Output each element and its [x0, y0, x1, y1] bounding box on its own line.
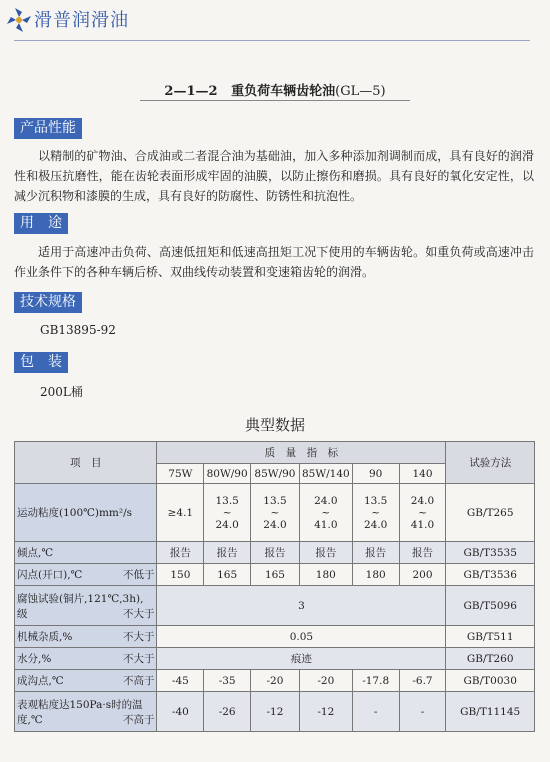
table-row	[15, 626, 535, 648]
cell: -6.7	[399, 670, 446, 692]
quality-header: 质 量 指 标	[157, 442, 446, 464]
cell: -40	[157, 692, 204, 732]
method-cell: GB/T0030	[446, 670, 535, 692]
cell: 165	[204, 564, 251, 586]
cell: 180	[352, 564, 399, 586]
cell: -	[399, 692, 446, 732]
section-heading-usage: 用 途	[14, 213, 68, 234]
header-divider	[14, 40, 530, 41]
row-label: 表观粘度达150Pa·s时的温 度,℃ 不高于	[15, 692, 157, 732]
cell: 200	[399, 564, 446, 586]
section-heading-performance: 产品性能	[14, 118, 82, 139]
row-label: 运动粘度(100℃)mm²/s	[15, 484, 157, 542]
method-cell: GB/T5096	[446, 586, 535, 626]
cell: -20	[299, 670, 352, 692]
cell: 180	[299, 564, 352, 586]
cell: -26	[204, 692, 251, 732]
typical-data-table	[14, 441, 535, 732]
cell: 报告	[251, 542, 300, 564]
table-row	[15, 670, 535, 692]
grade-header: 85W/90	[251, 464, 300, 484]
cell: 痕迹	[157, 648, 446, 670]
performance-text: 以精制的矿物油、合成油或二者混合油为基础油，加入多种添加剂调制而成，具有良好的润滑性和极压抗磨性，能在齿轮表面形成牢固的油膜，以防止擦伤和磨损。具有良好的氧化安定性，以减少沉积物和漆膜的生成，具有良好的防腐性、防锈性和抗泡性。	[14, 149, 534, 203]
cell: -35	[204, 670, 251, 692]
pinwheel-logo-icon	[5, 6, 33, 34]
method-cell: GB/T265	[446, 484, 535, 542]
cell: 13.5 ~ 24.0	[352, 484, 399, 542]
table-row	[15, 564, 535, 586]
method-cell: GB/T3536	[446, 564, 535, 586]
section-heading-packaging: 包 装	[14, 352, 68, 373]
row-label: 腐蚀试验(铜片,121℃,3h), 级 不大于	[15, 586, 157, 626]
item-header: 项 目	[15, 442, 157, 484]
table-row	[15, 542, 535, 564]
grade-header: 90	[352, 464, 399, 484]
header-bar	[0, 0, 550, 40]
cell: 0.05	[157, 626, 446, 648]
title-underline	[140, 100, 410, 101]
cell: ≥4.1	[157, 484, 204, 542]
table-row	[15, 484, 535, 542]
cell: -17.8	[352, 670, 399, 692]
cell: -	[352, 692, 399, 732]
spec-text: GB13895-92	[40, 323, 116, 337]
brand-name: 滑普润滑油	[34, 10, 129, 31]
method-header: 试验方法	[446, 442, 535, 484]
section-heading-spec: 技术规格	[14, 292, 82, 313]
page-title	[0, 80, 550, 99]
grade-header: 140	[399, 464, 446, 484]
row-label: 倾点,℃	[15, 542, 157, 564]
cell: 报告	[157, 542, 204, 564]
cell: 165	[251, 564, 300, 586]
cell: 24.0 ~ 41.0	[299, 484, 352, 542]
table-row	[15, 692, 535, 732]
cell: -20	[251, 670, 300, 692]
cell: -12	[251, 692, 300, 732]
row-label: 成沟点,℃ 不高于	[15, 670, 157, 692]
cell: 3	[157, 586, 446, 626]
cell: -45	[157, 670, 204, 692]
table-row	[15, 586, 535, 626]
usage-text: 适用于高速冲击负荷、高速低扭矩和低速高扭矩工况下使用的车辆齿轮。如重负荷或高速冲击作业条件下的各种车辆后桥、双曲线传动装置和变速箱齿轮的润滑。	[14, 245, 534, 279]
title-code: (GL—5)	[335, 84, 386, 99]
title-number: 2—1—2	[164, 84, 218, 99]
method-cell: GB/T3535	[446, 542, 535, 564]
row-label: 闪点(开口),℃ 不低于	[15, 564, 157, 586]
cell: 报告	[399, 542, 446, 564]
table-row	[15, 648, 535, 670]
grade-header: 75W	[157, 464, 204, 484]
method-cell: GB/T260	[446, 648, 535, 670]
cell: -12	[299, 692, 352, 732]
cell: 24.0 ~ 41.0	[399, 484, 446, 542]
cell: 报告	[204, 542, 251, 564]
packaging-text: 200L桶	[40, 385, 83, 399]
cell: 报告	[352, 542, 399, 564]
cell: 150	[157, 564, 204, 586]
cell: 13.5 ~ 24.0	[251, 484, 300, 542]
row-label: 机械杂质,% 不大于	[15, 626, 157, 648]
grade-header: 80W/90	[204, 464, 251, 484]
method-cell: GB/T11145	[446, 692, 535, 732]
grade-header: 85W/140	[299, 464, 352, 484]
cell: 13.5 ~ 24.0	[204, 484, 251, 542]
cell: 报告	[299, 542, 352, 564]
method-cell: GB/T511	[446, 626, 535, 648]
title-name: 重负荷车辆齿轮油	[231, 84, 336, 99]
row-label: 水分,% 不大于	[15, 648, 157, 670]
table-title: 典型数据	[244, 416, 305, 434]
